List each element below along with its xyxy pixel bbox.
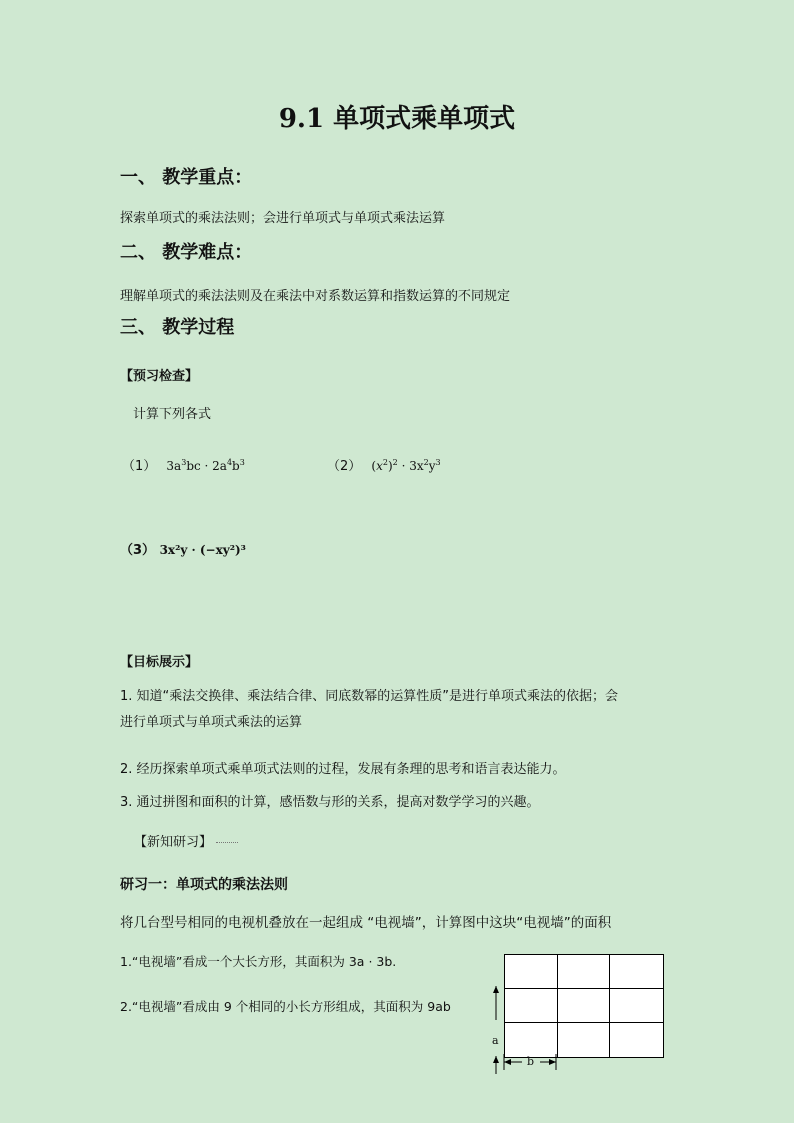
problem-3-number: （3） [120,543,156,558]
goals-label: 【目标展示】 [120,655,199,670]
section-heading-key-points: 一、 教学重点： [120,167,253,188]
page-title: 9.1 单项式乘单项式 [278,104,516,134]
new-knowledge-label-text: 【新知研习】 [134,835,213,850]
new-knowledge-label [134,831,238,850]
problem-1-number: （1） [122,459,157,474]
problem-2 [327,455,441,474]
study-1-intro: 将几台型号相同的电视机叠放在一起组成 “电视墙”，计算图中这块“电视墙”的面积 [120,915,612,931]
dimension-label-a: a [492,1034,499,1047]
dotted-leader [216,842,238,843]
preview-instruction: 计算下列各式 [133,407,212,422]
dimension-label-b: b [527,1055,535,1068]
problem-1-expression: $3a^3bc \cdot 2a^4b^3$ [166,458,245,473]
dimension-arrows [486,984,666,1076]
problem-3 [120,539,246,558]
goal-item-1-cont: 进行单项式与单项式乘法的运算 [120,715,303,730]
section-heading-difficulties: 二、 教学难点： [120,242,253,263]
goal-item-3: 3. 通过拼图和面积的计算，感悟数与形的关系，提高对数学学习的兴趣。 [120,795,540,810]
section-heading-process: 三、 教学过程 [120,317,235,338]
goal-item-2: 2. 经历探索单项式乘单项式法则的过程，发展有条理的思考和语言表达能力。 [120,762,566,777]
problem-1 [122,455,245,474]
goal-item-1: 1. 知道“乘法交换律、乘法结合律、同底数幂的运算性质”是进行单项式乘法的依据；会 [120,689,619,704]
study-1-title: 研习一：单项式的乘法法则 [120,877,288,893]
preview-check-label: 【预习检查】 [120,369,199,384]
problem-3-expression: 3x²y · (−xy²)³ [159,543,246,557]
problem-2-expression: $(x^2)^2 \cdot 3x^2y^3$ [371,458,441,473]
difficulties-text: 理解单项式的乘法法则及在乘法中对系数运算和指数运算的不同规定 [120,289,511,304]
key-points-text: 探索单项式的乘法法则；会进行单项式与单项式乘法运算 [120,211,446,226]
tv-wall-item-2: 2.“电视墙”看成由 9 个相同的小长方形组成，其面积为 9ab [120,999,451,1014]
problem-2-number: （2） [327,459,362,474]
tv-wall-item-1: 1.“电视墙”看成一个大长方形，其面积为 3a · 3b. [120,954,397,969]
